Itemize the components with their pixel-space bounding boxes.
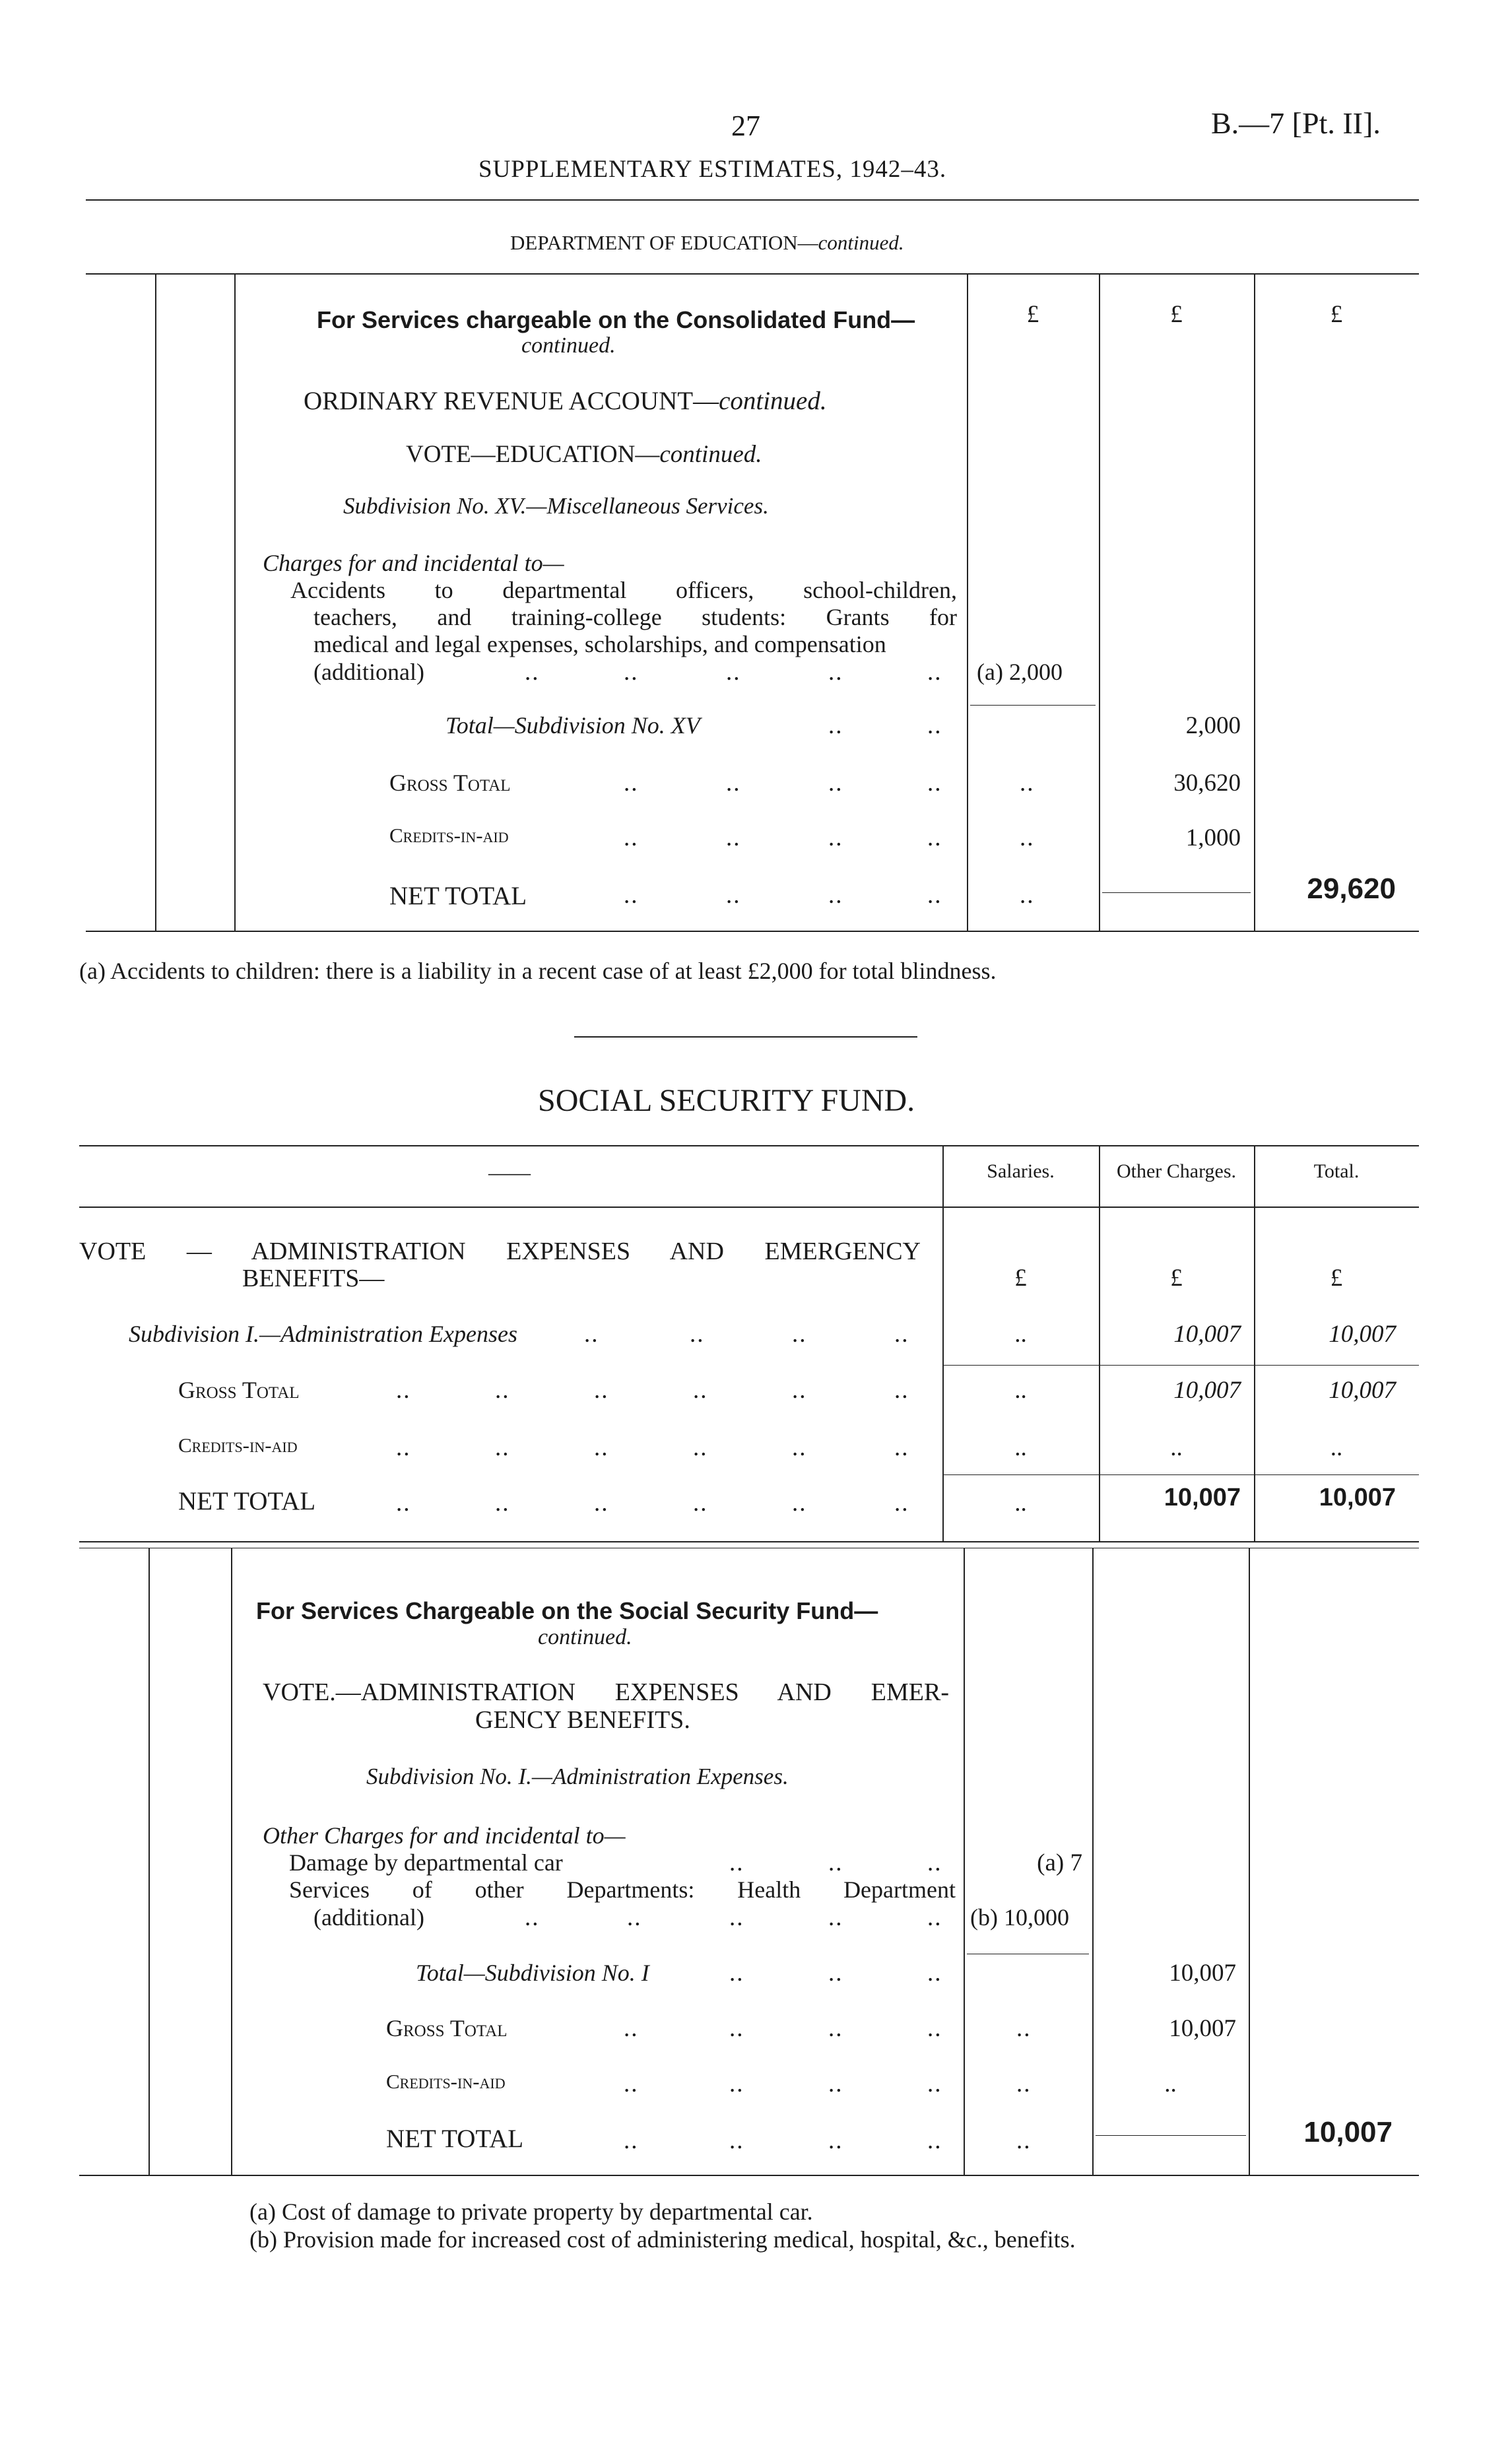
summary-row-gross-label: Gross Total [178, 1377, 300, 1403]
summary-row-credits-total: .. [1330, 1434, 1343, 1461]
item-services-line1: Services of other Departments: Health Department [289, 1876, 956, 1903]
net-total-amount: 29,620 [1307, 873, 1396, 905]
summary-row-gross-total: 10,007 [1329, 1377, 1396, 1404]
total-subdivision-i-amount: 10,007 [1169, 1960, 1236, 1987]
detail-gross-total-label: Gross Total [386, 2015, 508, 2041]
column-dash: —— [488, 1160, 531, 1184]
item-line-2: teachers, and training-college students: Grants for [313, 604, 957, 630]
item-amount: (a) 2,000 [977, 659, 1063, 685]
vote-education: VOTE—EDUCATION—continued. [406, 441, 762, 468]
other-charges-intro: Other Charges for and incidental to— [263, 1822, 626, 1849]
summary-row-net-other: 10,007 [1164, 1484, 1241, 1511]
credits-in-aid-label: Credits-in-aid [389, 824, 509, 847]
social-security-fund-title: SOCIAL SECURITY FUND. [538, 1083, 915, 1118]
pound-sign-col1: £ [1026, 301, 1039, 328]
page-title: SUPPLEMENTARY ESTIMATES, 1942–43. [478, 156, 947, 183]
item-services-line2: (additional) [313, 1904, 424, 1931]
social-security-fund-heading: For Services Chargeable on the Social Security Fund— [256, 1597, 878, 1624]
social-footnote-b: (b) Provision made for increased cost of administering medical, hospital, &c., benefits. [249, 2226, 1076, 2253]
page-number: 27 [731, 110, 760, 142]
item-services-amount: (b) 10,000 [970, 1904, 1069, 1931]
education-footnote-a: (a) Accidents to children: there is a liability in a recent case of at least £2,000 for total blindness. [79, 958, 997, 984]
social-security-fund-heading-cont: continued. [538, 1625, 632, 1649]
vote-admin-line1: VOTE — ADMINISTRATION EXPENSES AND EMERGENCY [79, 1238, 921, 1265]
vote-admin-detail-line2: GENCY BENEFITS. [475, 1706, 690, 1734]
summary-row-net-total: 10,007 [1319, 1484, 1396, 1511]
summary-row-credits-other: .. [1170, 1434, 1183, 1461]
pound-sign-col2: £ [1170, 301, 1183, 328]
pound-other: £ [1170, 1265, 1183, 1292]
summary-row-subdivision-label: Subdivision I.—Administration Expenses [129, 1321, 517, 1347]
summary-row-net-salaries: .. [1014, 1490, 1027, 1517]
ordinary-revenue-account: ORDINARY REVENUE ACCOUNT—continued. [304, 387, 827, 415]
subdivision-xv: Subdivision No. XV.—Miscellaneous Services. [343, 493, 769, 519]
consolidated-fund-heading: For Services chargeable on the Consolidated Fund— [317, 306, 915, 333]
net-total-label: NET TOTAL [389, 882, 527, 910]
item-line-3: medical and legal expenses, scholarships, and compensation [313, 631, 886, 657]
detail-gross-total-amount: 10,007 [1169, 2015, 1236, 2042]
pound-salaries: £ [1014, 1265, 1027, 1292]
header-rule [86, 199, 1419, 201]
gross-total-amount: 30,620 [1173, 770, 1241, 797]
charges-intro: Charges for and incidental to— [263, 550, 564, 576]
gross-total-label: Gross Total [389, 770, 511, 796]
summary-row-credits-salaries: .. [1014, 1434, 1027, 1461]
summary-row-net-label: NET TOTAL [178, 1487, 316, 1515]
social-footnote-a: (a) Cost of damage to private property by departmental car. [249, 2199, 813, 2225]
summary-row-subdivision-other: 10,007 [1173, 1321, 1241, 1348]
consolidated-fund-heading-cont: continued. [521, 333, 616, 358]
col-salaries-header: Salaries. [987, 1160, 1055, 1182]
section-divider [574, 1036, 917, 1038]
detail-credits-amount: .. [1164, 2070, 1177, 2098]
vote-admin-line2: BENEFITS— [242, 1265, 385, 1292]
total-subdivision-xv-label: Total—Subdivision No. XV [445, 712, 700, 739]
summary-row-gross-salaries: .. [1014, 1377, 1027, 1404]
col-other-charges-header: Other Charges. [1116, 1160, 1237, 1182]
pound-total: £ [1330, 1265, 1343, 1292]
summary-row-subdivision-total: 10,007 [1329, 1321, 1396, 1348]
page-reference: B.—7 [Pt. II]. [1211, 106, 1381, 140]
summary-row-credits-label: Credits-in-aid [178, 1434, 298, 1457]
pound-sign-col3: £ [1330, 301, 1343, 328]
detail-net-total-label: NET TOTAL [386, 2125, 524, 2153]
item-line-4: (additional) [313, 659, 424, 685]
col-total-header: Total. [1313, 1160, 1360, 1182]
summary-row-subdivision-salaries: .. [1014, 1321, 1027, 1348]
detail-credits-label: Credits-in-aid [386, 2070, 506, 2093]
summary-row-gross-other: 10,007 [1173, 1377, 1241, 1404]
item-damage-amount: (a) 7 [1037, 1849, 1082, 1876]
item-line-1: Accidents to departmental officers, school-children, [290, 577, 957, 603]
department-heading: DEPARTMENT OF EDUCATION—continued. [510, 231, 904, 254]
item-damage-by-car: Damage by departmental car [289, 1849, 563, 1876]
vote-admin-detail-line1: VOTE.—ADMINISTRATION EXPENSES AND EMER- [263, 1678, 949, 1706]
detail-net-total-amount: 10,007 [1303, 2116, 1393, 2148]
subdivision-no-i: Subdivision No. I.—Administration Expenses. [366, 1764, 789, 1789]
total-subdivision-i-label: Total—Subdivision No. I [416, 1960, 649, 1986]
credits-in-aid-amount: 1,000 [1185, 824, 1241, 851]
total-subdivision-xv-amount: 2,000 [1185, 712, 1241, 739]
